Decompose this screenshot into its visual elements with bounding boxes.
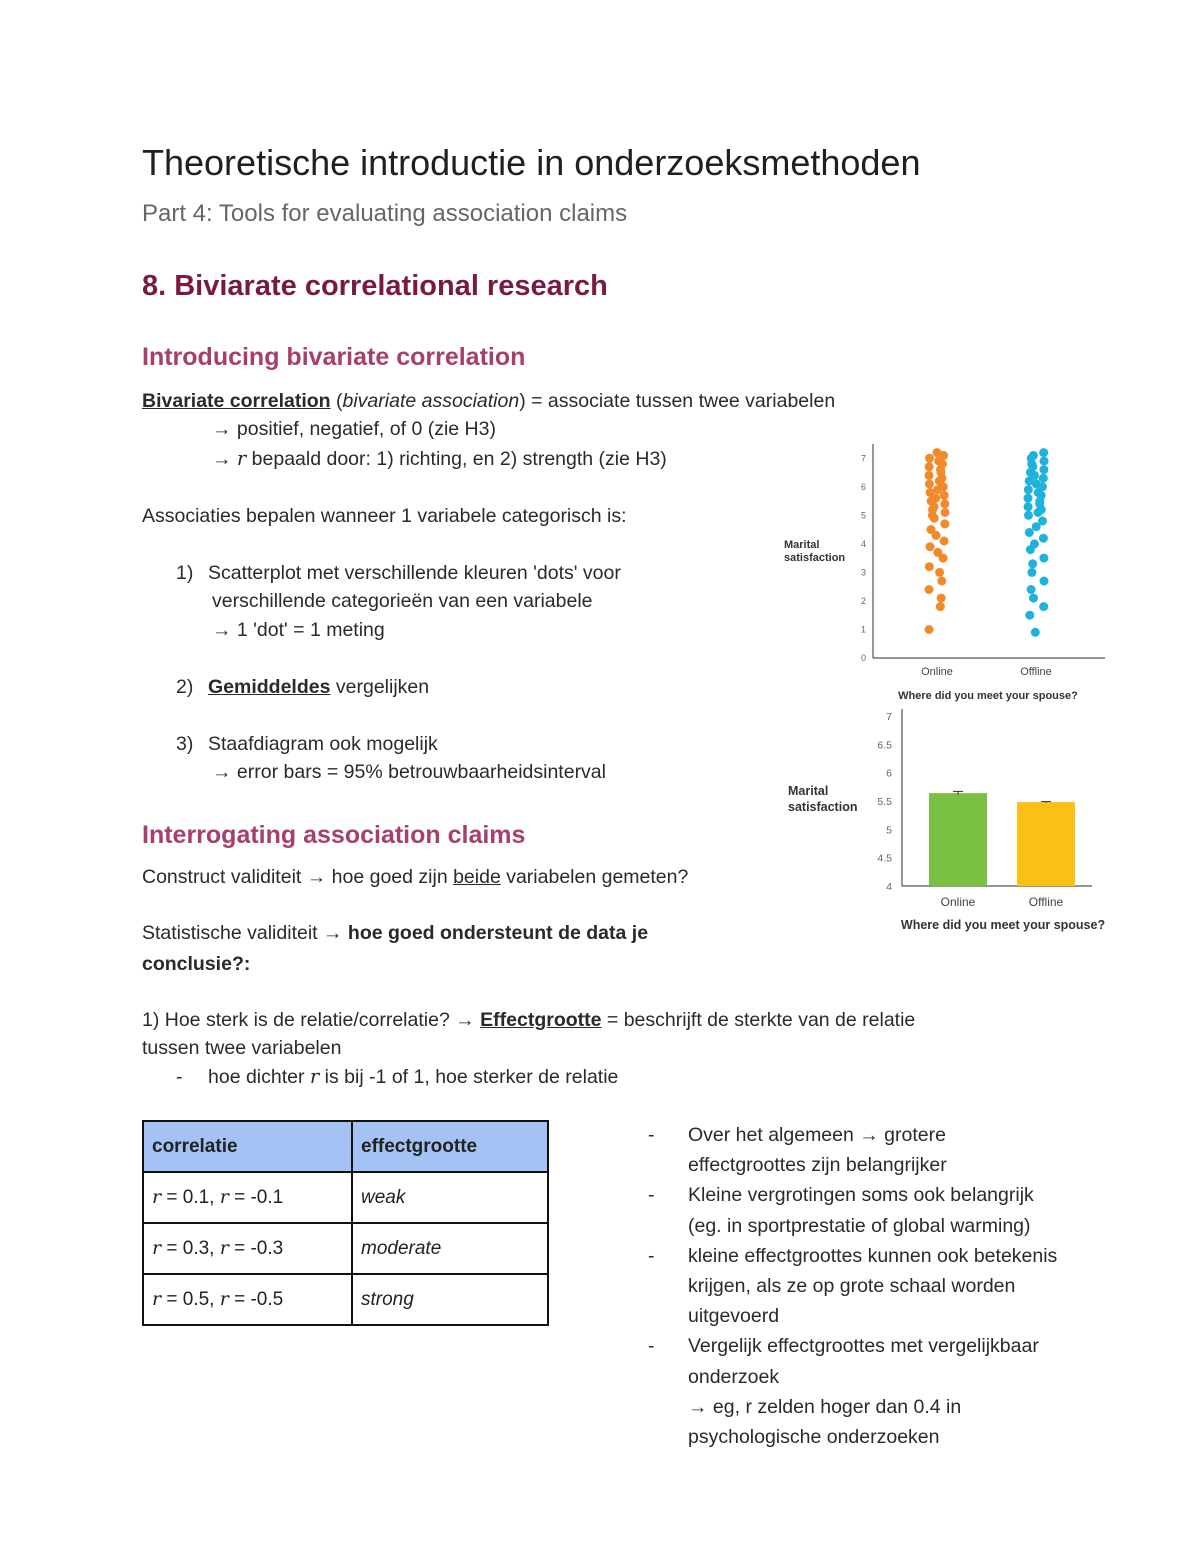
- scatter-point: [925, 479, 934, 488]
- scatter-point: [926, 542, 935, 551]
- categorical-text: Associaties bepalen wanneer 1 variabele categorisch is:: [142, 505, 627, 527]
- effect-size-bullet: - hoe dichter r is bij -1 of 1, hoe sterker de relatie: [176, 1065, 619, 1088]
- page-subtitle: Part 4: Tools for evaluating association claims: [142, 200, 628, 227]
- section-heading-interrogating: Interrogating association claims: [142, 821, 526, 849]
- scatter-point: [1028, 559, 1037, 568]
- y-tick-label: 6: [886, 767, 892, 780]
- scatter-point: [940, 519, 949, 528]
- scatter-point: [1024, 494, 1033, 503]
- table-header-row: [143, 1121, 548, 1172]
- list-item-1-line-3: → 1 'dot' = 1 meting: [212, 619, 385, 641]
- scatter-point: [1039, 534, 1048, 543]
- scatter-point: [925, 471, 934, 480]
- scatter-point: [1025, 528, 1034, 537]
- scatter-point: [941, 508, 950, 517]
- table-cell-effect: strong: [352, 1274, 548, 1325]
- arrow-line-2: → r bepaald door: 1) richting, en 2) strength (zie H3): [212, 447, 667, 470]
- y-tick-label: 6.5: [877, 739, 892, 752]
- definition-term: Bivariate correlation: [142, 390, 331, 412]
- x-axis-label: Where did you meet your spouse?: [900, 918, 1106, 932]
- scatter-point: [937, 594, 946, 603]
- list-item: - Vergelijk effectgroottes met vergelijkbaar onderzoek → eg, r zelden hoger dan 0.4 in psychologische onderzoeken: [648, 1335, 1039, 1449]
- table-row: [143, 1223, 548, 1274]
- scatter-point: [939, 554, 948, 563]
- scatter-point: [1026, 545, 1035, 554]
- y-tick-label: 4: [886, 881, 892, 893]
- y-axis-label: satisfaction: [788, 800, 858, 814]
- statistical-validity-line: Statistische validiteit → hoe goed ondersteunt de data je: [142, 922, 649, 944]
- table-cell-correlation: r = 0.3, r = -0.3: [143, 1223, 352, 1274]
- list-item-2: 2) Gemiddeldes vergelijken: [176, 676, 430, 698]
- effect-size-line: 1) Hoe sterk is de relatie/correlatie? → Effectgrootte = beschrijft de sterkte van de relatie: [142, 1009, 916, 1031]
- scatter-point: [1034, 508, 1043, 517]
- scatter-point: [1032, 522, 1041, 531]
- y-tick-label: 3: [860, 567, 866, 578]
- scatter-point: [1031, 628, 1040, 637]
- y-axis-label: Marital: [788, 784, 829, 798]
- scatter-point: [940, 499, 949, 508]
- section-heading-intro: Introducing bivariate correlation: [142, 343, 526, 371]
- definition-alt: bivariate association: [342, 390, 520, 412]
- list-item: - Kleine vergrotingen soms ook belangrijk (eg. in sportprestatie of global warming): [648, 1184, 1034, 1237]
- scatter-point: [940, 491, 949, 500]
- notes-list: [648, 1120, 1118, 1452]
- y-axis-label: Marital: [784, 539, 820, 551]
- x-axis-label: Where did you meet your spouse?: [898, 690, 1078, 702]
- scatter-point: [1025, 611, 1034, 620]
- list-item: - kleine effectgroottes kunnen ook betekenis krijgen, als ze op grote schaal worden uitgevoerd: [648, 1244, 1058, 1328]
- scatter-point: [925, 585, 934, 594]
- x-tick-label: Offline: [1020, 666, 1052, 678]
- scatter-point: [1039, 465, 1048, 474]
- y-tick-label: 5: [860, 510, 866, 521]
- scatter-point: [1039, 448, 1048, 457]
- list-item: - Over het algemeen → grotere effectgroottes zijn belangrijker: [648, 1124, 947, 1177]
- scatter-point: [937, 577, 946, 586]
- scatter-point: [1027, 585, 1036, 594]
- scatter-point: [930, 514, 939, 523]
- bar: [1017, 802, 1075, 886]
- scatter-point: [925, 562, 934, 571]
- scatter-point: [940, 537, 949, 546]
- scatter-point: [932, 531, 941, 540]
- table-header-cell: correlatie: [143, 1121, 352, 1172]
- effect-size-line-2: tussen twee variabelen: [142, 1037, 342, 1059]
- table-cell-correlation: r = 0.5, r = -0.5: [143, 1274, 352, 1325]
- y-tick-label: 2: [860, 595, 866, 606]
- list-item-1: 1) Scatterplot met verschillende kleuren 'dots' voor: [176, 562, 621, 584]
- y-tick-label: 4.5: [877, 852, 892, 865]
- bar: [929, 793, 987, 886]
- scatter-point: [1029, 594, 1038, 603]
- construct-validity-line: Construct validiteit → hoe goed zijn beide variabelen gemeten?: [142, 866, 689, 888]
- scatter-point: [1040, 457, 1049, 466]
- list-item-3-line-2: → error bars = 95% betrouwbaarheidsinterval: [212, 761, 606, 783]
- page-title: Theoretische introductie in onderzoeksmethoden: [142, 142, 921, 183]
- x-tick-label: Online: [921, 666, 953, 678]
- statistical-validity-line-2: conclusie?:: [142, 953, 251, 975]
- y-tick-label: 5: [886, 824, 892, 837]
- scatter-point: [1040, 577, 1049, 586]
- scatter-point: [1039, 554, 1048, 563]
- x-tick-label: Offline: [1028, 895, 1064, 909]
- scatter-chart: [780, 440, 1120, 705]
- y-tick-label: 4: [860, 538, 866, 549]
- y-tick-label: 7: [886, 711, 892, 723]
- bar-chart: [780, 705, 1125, 935]
- y-tick-label: 7: [860, 453, 866, 464]
- table-header-cell: effectgrootte: [352, 1121, 548, 1172]
- scatter-point: [925, 625, 934, 634]
- table-row: [143, 1172, 548, 1223]
- scatter-point: [1024, 511, 1033, 520]
- y-tick-label: 0: [860, 653, 866, 663]
- y-tick-label: 6: [860, 481, 866, 492]
- scatter-point: [935, 568, 944, 577]
- scatter-point: [1027, 568, 1036, 577]
- table-cell-correlation: r = 0.1, r = -0.1: [143, 1172, 352, 1223]
- table-cell-effect: moderate: [352, 1223, 548, 1274]
- effect-size-table: [142, 1120, 549, 1326]
- y-axis-label: satisfaction: [784, 552, 846, 564]
- chapter-heading: 8. Biviarate correlational research: [142, 270, 608, 302]
- y-tick-label: 1: [860, 624, 866, 635]
- definition-line: Bivariate correlation (bivariate association) = associate tussen twee variabelen: [142, 390, 836, 412]
- x-tick-label: Online: [940, 895, 976, 909]
- scatter-point: [925, 462, 934, 471]
- scatter-point: [1024, 485, 1033, 494]
- scatter-point: [1039, 602, 1048, 611]
- scatter-point: [1024, 502, 1033, 511]
- table-cell-effect: weak: [352, 1172, 548, 1223]
- scatter-point: [1039, 474, 1048, 483]
- scatter-point: [925, 454, 934, 463]
- table-row: [143, 1274, 548, 1325]
- list-item-3: 3) Staafdiagram ook mogelijk: [176, 733, 438, 755]
- list-item-1-line-2: verschillende categorieën van een variabele: [212, 590, 593, 612]
- arrow-line-1: → positief, negatief, of 0 (zie H3): [212, 418, 496, 440]
- y-tick-label: 5.5: [877, 796, 892, 808]
- scatter-point: [936, 602, 945, 611]
